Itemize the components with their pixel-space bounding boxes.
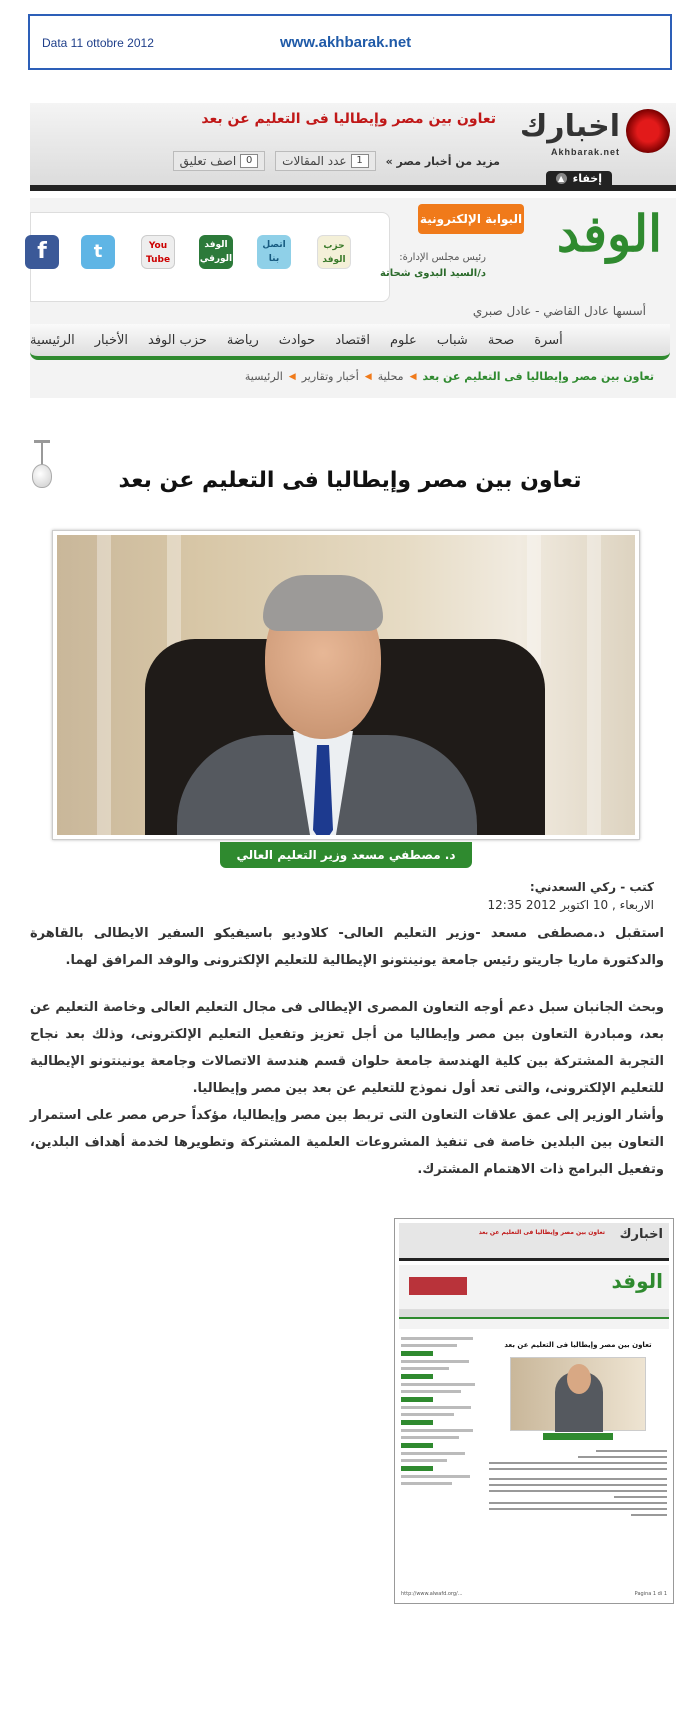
thumbnail-wafd-logo: الوفد (611, 1269, 663, 1293)
clipping-header (28, 14, 672, 70)
akhbarak-logo-icon (626, 109, 670, 153)
wafd-paper-icon[interactable]: الوفد الورقي (199, 235, 233, 269)
article-title: تعاون بين مصر وإيطاليا فى التعليم عن بعد (118, 468, 582, 493)
twitter-icon[interactable]: t (81, 235, 115, 269)
lamp-icon (30, 440, 54, 496)
nav-item-family[interactable]: أسرة (534, 332, 563, 348)
akhbarak-logo-subtitle: Akhbarak.net (550, 147, 620, 157)
breadcrumb-separator-icon: ◀ (288, 371, 296, 382)
breadcrumb (245, 370, 654, 383)
article-byline: كتب - ركي السعدني: (529, 880, 654, 894)
chairman-name: د/السيد البدوى شحاتة (379, 268, 486, 279)
facebook-icon[interactable]: f (25, 235, 59, 269)
add-comment-button[interactable] (173, 151, 266, 171)
clipping-date: Data 11 ottobre 2012 (42, 36, 154, 50)
social-links-panel (30, 212, 390, 302)
electronic-portal-badge[interactable]: البوابة الإلكترونية (418, 204, 524, 234)
minister-portrait-image (57, 535, 635, 835)
chairman-title: رئيس مجلس الإدارة: (399, 252, 486, 263)
thumbnail-banner (409, 1277, 467, 1295)
founders-line: أسسها عادل القاضي - عادل صبري (472, 304, 646, 318)
article-paragraph: وأشار الوزير إلى عمق علاقات التعاون التى تربط بين مصر وإيطاليا، مؤكداً حرص مصر على استمرار التعاون بين البلدين خاصة فى تنفيذ المشروعات العلمية المشتركة وتطويرها لخدمة أهداف البلدين، وتفعيل البرامج ذات الاهتمام المشترك. (30, 1108, 664, 1177)
breadcrumb-news-reports[interactable]: أخبار وتقارير (301, 370, 359, 383)
thumbnail-article (489, 1337, 667, 1587)
add-comment-label: اصف تعليق (179, 154, 237, 168)
page-thumbnail (394, 1218, 674, 1604)
thumbnail-headline: تعاون بين مصر وإيطاليا فى التعليم عن بعد (478, 1229, 605, 1236)
akhbarak-stats (173, 151, 500, 171)
wafd-header (30, 198, 676, 398)
nav-item-economy[interactable]: اقتصاد (335, 332, 370, 348)
thumbnail-article-title: تعاون بين مصر وإيطاليا فى التعليم عن بعد (504, 1341, 652, 1349)
thumbnail-footer-url: http://www.alwafd.org/... (401, 1591, 463, 1597)
thumbnail-sidebar (401, 1337, 481, 1527)
article-paragraph: استقبل د.مصطفى مسعد -وزير التعليم العالى- كلاوديو باسيفيكو السفير الايطالى بالقاهرة والدكتورة ماريا جاريتو رئيس جامعة يونينتونو الإيطالية للتعليم الإلكترونى والوفد المرافق لهما. (30, 926, 664, 968)
clipping-site-url[interactable]: www.akhbarak.net (280, 34, 412, 51)
photo-caption: د. مصطفي مسعد وزير التعليم العالي (220, 842, 472, 868)
thumbnail-footer-page: Pagina 1 di 1 (634, 1591, 667, 1597)
akhbarak-toolbar (30, 103, 676, 191)
thumbnail-wafd-header (399, 1265, 669, 1329)
articles-label: عدد المقالات (282, 154, 347, 168)
nav-item-home[interactable]: الرئيسية (30, 332, 75, 348)
more-news-link[interactable]: مزيد من أخبار مصر » (385, 154, 500, 168)
chairman-info (380, 250, 486, 282)
article-photo (52, 530, 640, 840)
nav-item-accidents[interactable]: حوادث (278, 332, 316, 348)
thumbnail-photo (510, 1357, 646, 1431)
nav-item-news[interactable]: الأخبار (94, 332, 129, 348)
akhbarak-headline[interactable]: تعاون بين مصر وإيطاليا فى التعليم عن بعد (201, 111, 496, 127)
thumbnail-logo: اخبارك (619, 1227, 663, 1242)
article-body (30, 920, 664, 1183)
breadcrumb-separator-icon: ◀ (364, 371, 372, 382)
youtube-icon[interactable]: You Tube (141, 235, 175, 269)
wafd-party-icon[interactable]: حزب الوفد (317, 235, 351, 269)
nav-item-science[interactable]: علوم (389, 332, 417, 348)
breadcrumb-separator-icon: ◀ (409, 371, 417, 382)
nav-item-youth[interactable]: شباب (436, 332, 468, 348)
nav-item-party[interactable]: حزب الوفد (148, 332, 207, 348)
breadcrumb-home[interactable]: الرئيسية (244, 370, 283, 383)
nav-item-health[interactable]: صحة (487, 332, 515, 348)
hide-label: إخفاء (572, 172, 602, 185)
contact-us-icon[interactable]: اتصل بنا (257, 235, 291, 269)
breadcrumb-current: تعاون بين مصر وإيطاليا فى التعليم عن بعد (422, 370, 654, 383)
articles-count-button[interactable] (275, 151, 375, 171)
thumbnail-akhbarak-bar (399, 1223, 669, 1261)
articles-count: 1 (351, 154, 369, 168)
main-nav (30, 324, 670, 360)
akhbarak-logo[interactable]: اخبارك (519, 109, 620, 144)
nav-item-sports[interactable]: رياضة (226, 332, 259, 348)
thumbnail-nav (399, 1309, 669, 1319)
breadcrumb-local[interactable]: محلية (377, 370, 404, 383)
hide-toolbar-button[interactable] (546, 171, 612, 186)
article-paragraph: وبحث الجانبان سبل دعم أوجه التعاون المصرى الإيطالى فى مجال التعليم العالى وخاصة التعليم عن بعد، ومبادرة التعاون بين مصر وإيطاليا من أجل تعزيز وتفعيل التعليم الإلكترونى، وذلك بعد نجاح التجربة المشتركة بين كلية الهندسة جامعة حلوان قسم هندسة الاتصالات وجامعة يونينتونو الإيطالية للتعليم الإلكترونى، والتى تعد أول نموذج للتعليم عن بعد بين مصر وإيطاليا. (30, 1000, 664, 1096)
chevron-up-icon: ▲ (556, 173, 567, 184)
wafd-logo[interactable]: الوفد (556, 204, 662, 263)
comment-count: 0 (240, 154, 258, 168)
article-dateline: الاربعاء , 10 اكتوبر 2012 12:35 (487, 898, 654, 912)
